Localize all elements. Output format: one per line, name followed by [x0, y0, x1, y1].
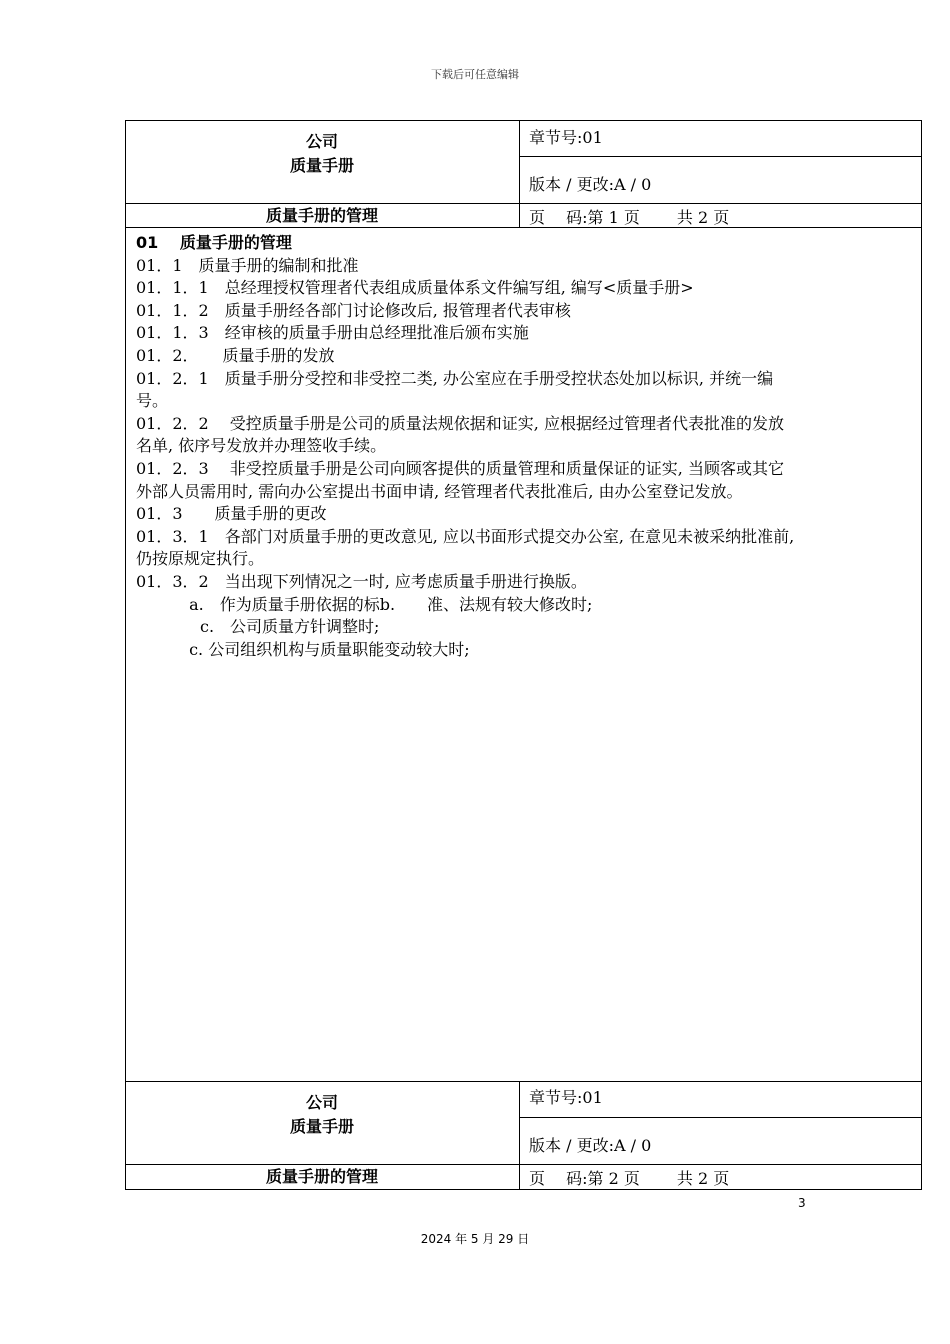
header2-title-block: [125, 1091, 519, 1139]
header1-bottom-divider-b: [125, 227, 922, 228]
content-line: 01．2． 质量手册的发放: [136, 345, 335, 365]
content-line: 01．1．1 总经理授权管理者代表组成质量体系文件编写组, 编写<质量手册>: [136, 278, 694, 298]
content-line: c. 公司质量方针调整时;: [136, 617, 380, 637]
content-line: 外部人员需用时, 需向办公室提出书面申请, 经管理者代表批准后, 由办公室登记发放。: [136, 481, 743, 501]
header2-top-divider: [125, 1081, 922, 1082]
top-note: 下载后可任意编辑: [431, 68, 519, 81]
header2-section-title: 质量手册的管理: [265, 1167, 378, 1186]
header2-right-divider: [519, 1117, 921, 1118]
content-line: 01．3 质量手册的更改: [136, 504, 327, 524]
page-number: 3: [798, 1196, 806, 1210]
header1-right-divider: [519, 156, 921, 157]
content-line: 名单, 依序号发放并办理签收手续。: [136, 436, 387, 456]
content-line: c. 公司组织机构与质量职能变动较大时;: [136, 639, 470, 659]
header2-version: 版本 / 更改:A / 0: [529, 1136, 652, 1155]
header2-manual: 质量手册: [289, 1117, 354, 1136]
content-body: [136, 232, 916, 661]
header1-page-label: 页 码:第 1 页 共 2 页: [529, 208, 730, 227]
content-line: 01．3．2 当出现下列情况之一时, 应考虑质量手册进行换版。: [136, 571, 587, 591]
header2-company: 公司: [305, 1093, 338, 1112]
content-heading: 01 质量手册的管理: [136, 233, 292, 252]
footer-date: 2024 年 5 月 29 日: [420, 1232, 530, 1246]
content-line: 01．3．1 各部门对质量手册的更改意见, 应以书面形式提交办公室, 在意见未被采纳批准前,: [136, 526, 795, 546]
header1-section-title: 质量手册的管理: [265, 206, 378, 225]
content-line: 号。: [136, 391, 169, 411]
content-line: a. 作为质量手册依据的标b. 准、法规有较大修改时;: [136, 594, 593, 614]
content-line: 01．1 质量手册的编制和批准: [136, 255, 359, 275]
content-line: 01．2．3 非受控质量手册是公司向顾客提供的质量管理和质量保证的证实, 当顾客或其它: [136, 458, 784, 478]
header1-company: 公司: [305, 132, 338, 151]
header1-manual: 质量手册: [289, 156, 354, 175]
header1-vertical-divider: [519, 120, 520, 228]
header2-chapter: 章节号:01: [529, 1088, 603, 1107]
header1-title-block: [125, 130, 519, 178]
content-line: 01．2．1 质量手册分受控和非受控二类, 办公室应在手册受控状态处加以标识, 并统一编: [136, 368, 774, 388]
header2-vertical-divider: [519, 1081, 520, 1189]
content-line: 01．1．2 质量手册经各部门讨论修改后, 报管理者代表审核: [136, 300, 571, 320]
header2-page-label: 页 码:第 2 页 共 2 页: [529, 1169, 730, 1188]
header1-version: 版本 / 更改:A / 0: [529, 175, 652, 194]
content-line: 01．1．3 经审核的质量手册由总经理批准后颁布实施: [136, 323, 529, 343]
content-line: 01．2．2 受控质量手册是公司的质量法规依据和证实, 应根据经过管理者代表批准的发放: [136, 413, 784, 433]
header1-chapter: 章节号:01: [529, 128, 603, 147]
content-line: 仍按原规定执行。: [136, 549, 265, 569]
